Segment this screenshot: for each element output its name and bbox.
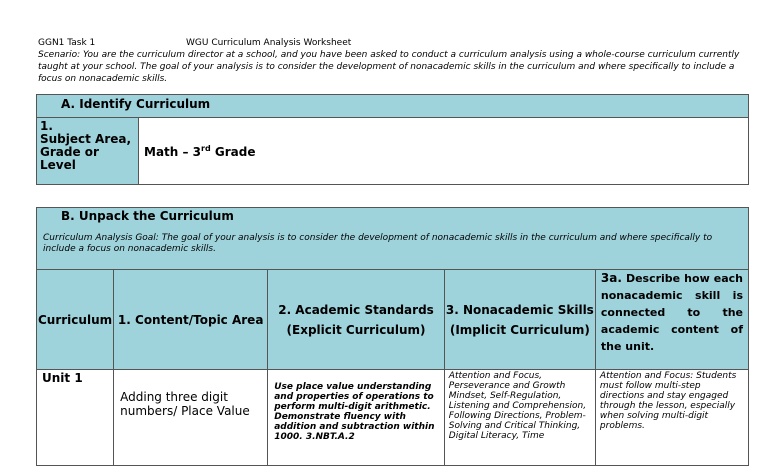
unit-cell[interactable]: Unit 1 xyxy=(37,370,114,466)
identify-curriculum-table xyxy=(36,94,749,185)
subject-area-value[interactable] xyxy=(139,118,749,185)
skill-description-cell[interactable]: Attention and Focus: Students must follow multi-step directions and stay engaged through the lesson, especially when solving multi-digit problems. xyxy=(595,370,748,466)
task-label: GGN1 Task 1 xyxy=(38,38,96,48)
academic-standard-cell[interactable]: Use place value understanding and properties of operations to perform multi-digit arithmetic. Demonstrate fluency with addition and subtraction within 1000. 3.NBT.A.2 xyxy=(268,370,445,466)
subject-area-label-text: 1. Subject Area, Grade or Level xyxy=(40,119,132,172)
content-topic-cell[interactable]: Adding three digit numbers/ Place Value xyxy=(114,370,268,466)
col-header-3a-text: Describe how each nonacademic skill is connected to the academic content of the unit. xyxy=(600,272,743,353)
analysis-goal-text: Curriculum Analysis Goal: The goal of your analysis is to consider the development of nonacademic skills in the curriculum and where specifically to include a focus on nonacademic skills. xyxy=(37,225,749,270)
nonacademic-skills-cell[interactable]: Attention and Focus, Perseverance and Growth Mindset, Self-Regulation, Listening and Comprehension, Following Directions, Problem-Solving and Critical Thinking, Digital Literacy, Time xyxy=(444,370,595,466)
col-header-academic-standards: 2. Academic Standards (Explicit Curriculum) xyxy=(268,270,445,370)
subject-value-sup: rd xyxy=(201,144,211,153)
unpack-curriculum-table xyxy=(36,207,749,466)
subject-value-main: Math – 3 xyxy=(144,145,202,159)
col-header-3a-number: 3a. xyxy=(600,271,622,285)
scenario-text: Scenario: You are the curriculum director at a school, and you have been asked to conduct a curriculum analysis using a whole-course curriculum currently taught at your school. The goal of your analysis is to consider the development of nonacademic skills in the curriculum and where specifically to include a focus on nonacademic skills. xyxy=(38,50,740,84)
col-header-nonacademic-skills: 3. Nonacademic Skills (Implicit Curriculum) xyxy=(444,270,595,370)
col-header-description xyxy=(595,270,748,370)
worksheet-title: WGU Curriculum Analysis Worksheet xyxy=(186,38,352,48)
section-a-title: A. Identify Curriculum xyxy=(37,95,749,118)
col-header-curriculum: Curriculum xyxy=(37,270,114,370)
section-b-title: B. Unpack the Curriculum xyxy=(37,208,749,226)
table-row xyxy=(37,370,749,466)
col-header-content-topic: 1. Content/Topic Area xyxy=(114,270,268,370)
subject-value-grade: Grade xyxy=(210,145,256,159)
subject-area-label xyxy=(37,118,139,185)
